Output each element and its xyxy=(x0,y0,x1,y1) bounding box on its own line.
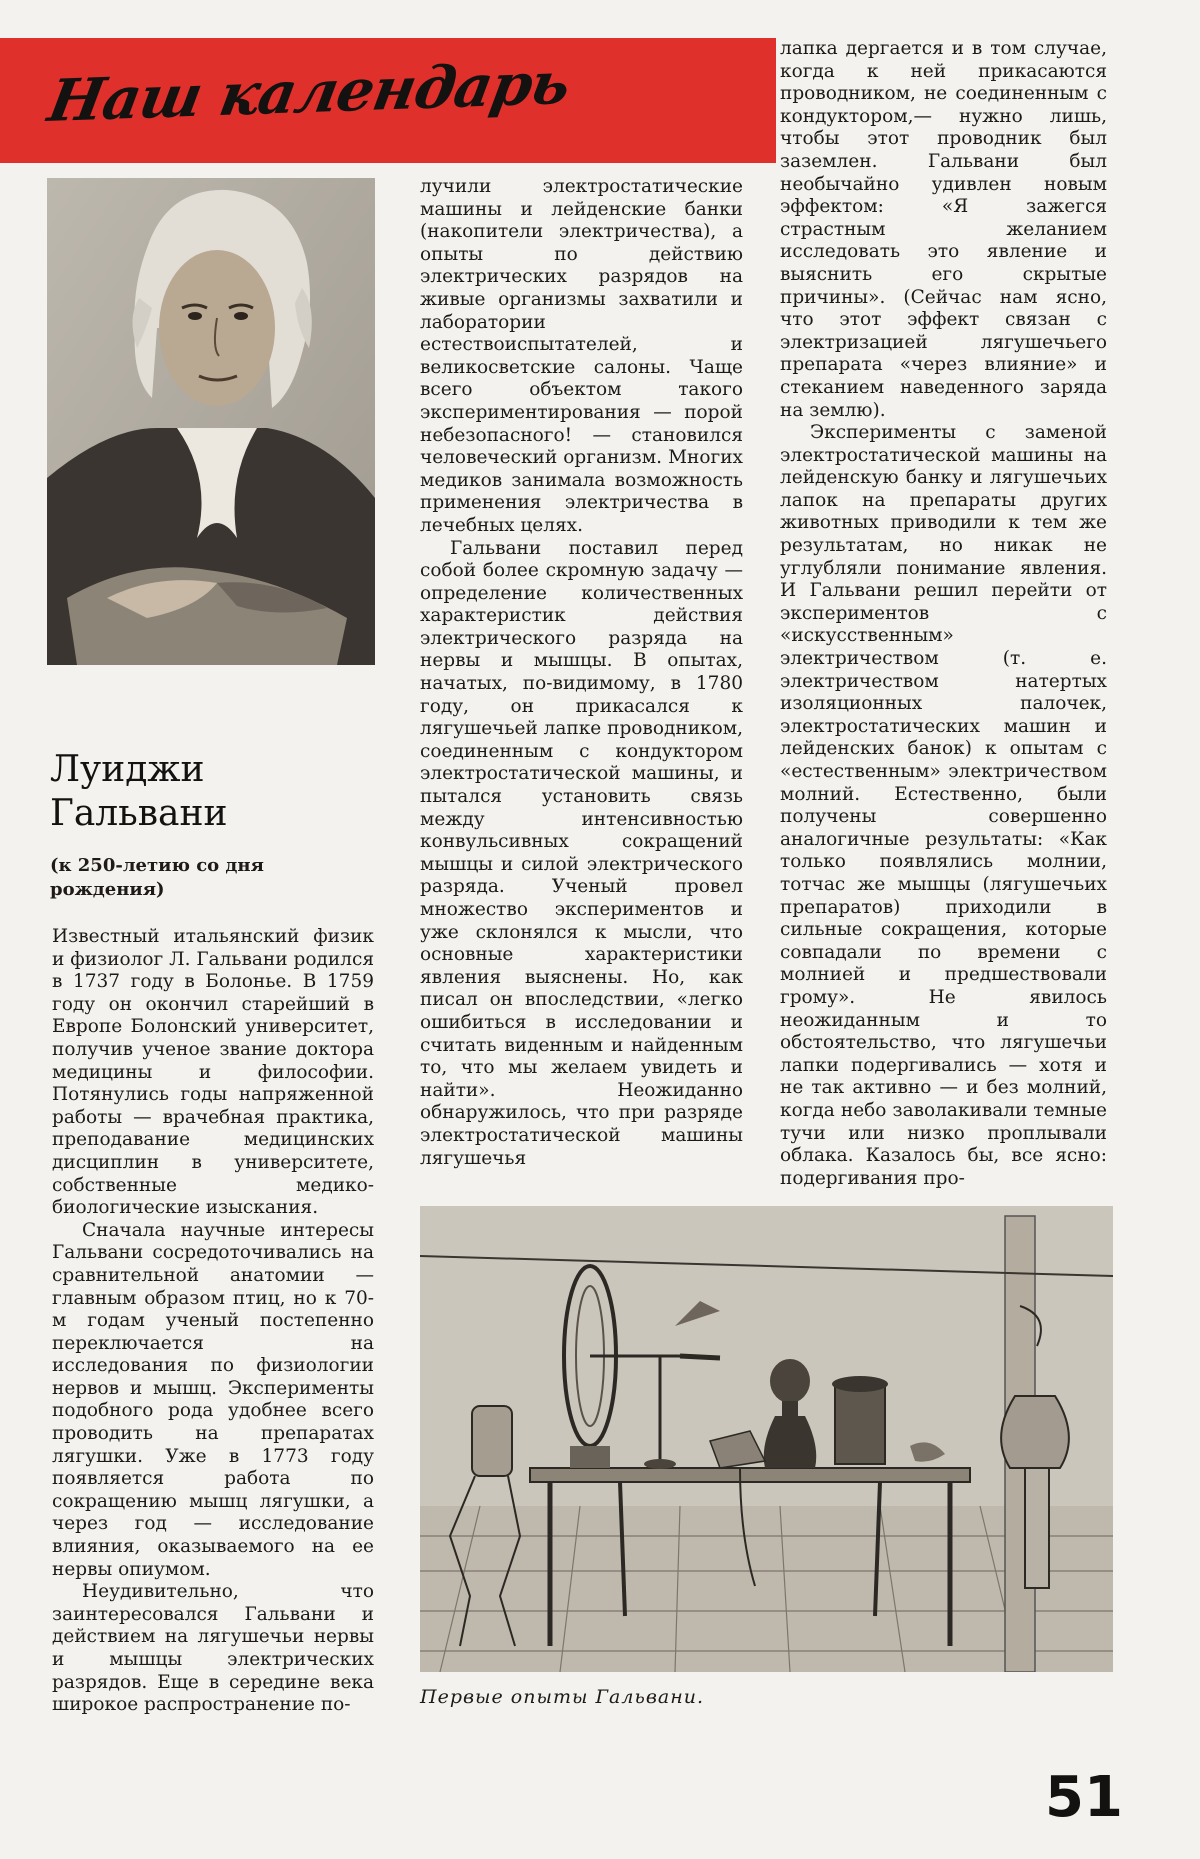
article-title: Луиджи Гальвани xyxy=(50,749,228,834)
paragraph: Эксперименты с заменой электростатической машины на лейденскую банку и лягушечьих лапок на препараты других животных приводили к тем же результатам, но никак не углубляли понимание явления. И Гальвани решил перейти от экспериментов с «искусственным» электричеством (т. е. электричеством натертых изоляционных палочек, электростатических машин и лейденских банок) к опытам с «естественным» электричеством молний. Естественно, были получены совершенно аналогичные результаты: «Как только появлялись молнии, тотчас же мышцы (лягушечьих препаратов) приходили в сильные сокращения, которые совпадали по времени с молнией и предшествовали грому». Не явилось неожиданным и то обстоятельство, что лягушечьи лапки подергивались — хотя и не так активно — и без молний, когда небо заволакивали темные тучи или низко проплывали облака. Казалось бы, все ясно: подергивания про- xyxy=(780,422,1107,1189)
portrait-image xyxy=(47,178,375,665)
paragraph: Неудивительно, что заинтересовался Гальвани и действием на лягушечьи нервы и мышцы электрических разрядов. Еще в середине века широкое распространение по- xyxy=(52,1581,374,1716)
portrait-engraving-icon xyxy=(47,178,375,665)
galvani-experiment-engraving-icon xyxy=(420,1206,1113,1672)
figure-caption: Первые опыты Гальвани. xyxy=(420,1686,705,1708)
paragraph: лучили электростатические машины и лейденские банки (накопители электричества), а опыты по действию электрических разрядов на живые организмы захватили и лаборатории естествоиспытателей, и великосветские салоны. Чаще всего объектом такого экспериментирования — порой небезопасного! — становился человеческий организм. Многих медиков занимала возможность применения электричества в лечебных целях. xyxy=(420,176,743,536)
paragraph: Гальвани поставил перед собой более скромную задачу — определение количественных характеристик действия электрического разряда на нервы и мышцы. В опытах, начатых, по-видимому, в 1780 году, он прикасался к лягушечьей лапке проводником, соединенным с кондуктором электростатической машины, и пытался установить связь между интенсивностью конвульсивных сокращений мышцы и силой электрического разряда. Ученый провел множество экспериментов и уже склонялся к мысли, что основные характеристики явления выяснены. Но, как писал он впоследствии, «легко ошибиться в исследовании и считать виденным и найденным то, что мы желаем увидеть и найти». Неожиданно обнаружилось, что при разряде электростатической машины лягушечья xyxy=(420,537,744,1169)
text-column-2 xyxy=(420,176,743,1170)
text-column-1 xyxy=(52,926,374,1717)
article-subtitle: (к 250-летию со дня рождения) xyxy=(50,855,264,900)
text-column-3 xyxy=(780,38,1107,1190)
paragraph: Известный итальянский физик и физиолог Л. Гальвани родился в 1737 году в Болонье. В 1759 году он окончил старейший в Европе Болонский университет, получив ученое звание доктора медицины и философии. Потянулись годы напряженной работы — врачебная практика, преподавание медицинских дисциплин в университете, собственные медико-биологические изыскания. xyxy=(52,926,374,1219)
paragraph: лапка дергается и в том случае, когда к ней прикасаются проводником, не соединенным с кондуктором,— нужно лишь, чтобы этот проводник был заземлен. Гальвани был необычайно удивлен новым эффектом: «Я зажегся страстным желанием исследовать это явление и выяснить его скрытые причины». (Сейчас нам ясно, что этот эффект связан с электризацией лягушечьего препарата «через влияние» и стеканием наведенного заряда на землю). xyxy=(780,38,1107,421)
experiment-illustration xyxy=(420,1206,1113,1672)
section-title: Наш календарь xyxy=(43,49,575,135)
page-number: 51 xyxy=(1045,1765,1123,1830)
paragraph: Сначала научные интересы Гальвани сосредоточивались на сравнительной анатомии — главным образом птиц, но к 70-м годам ученый постепенно переключается на исследования по физиологии нервов и мышц. Эксперименты подобного рода удобнее всего проводить на препаратах лягушки. Уже в 1773 году появляется работа по сокращению мышц лягушки, а через год — исследование влияния, оказываемого на ее нервы опиумом. xyxy=(52,1219,374,1580)
